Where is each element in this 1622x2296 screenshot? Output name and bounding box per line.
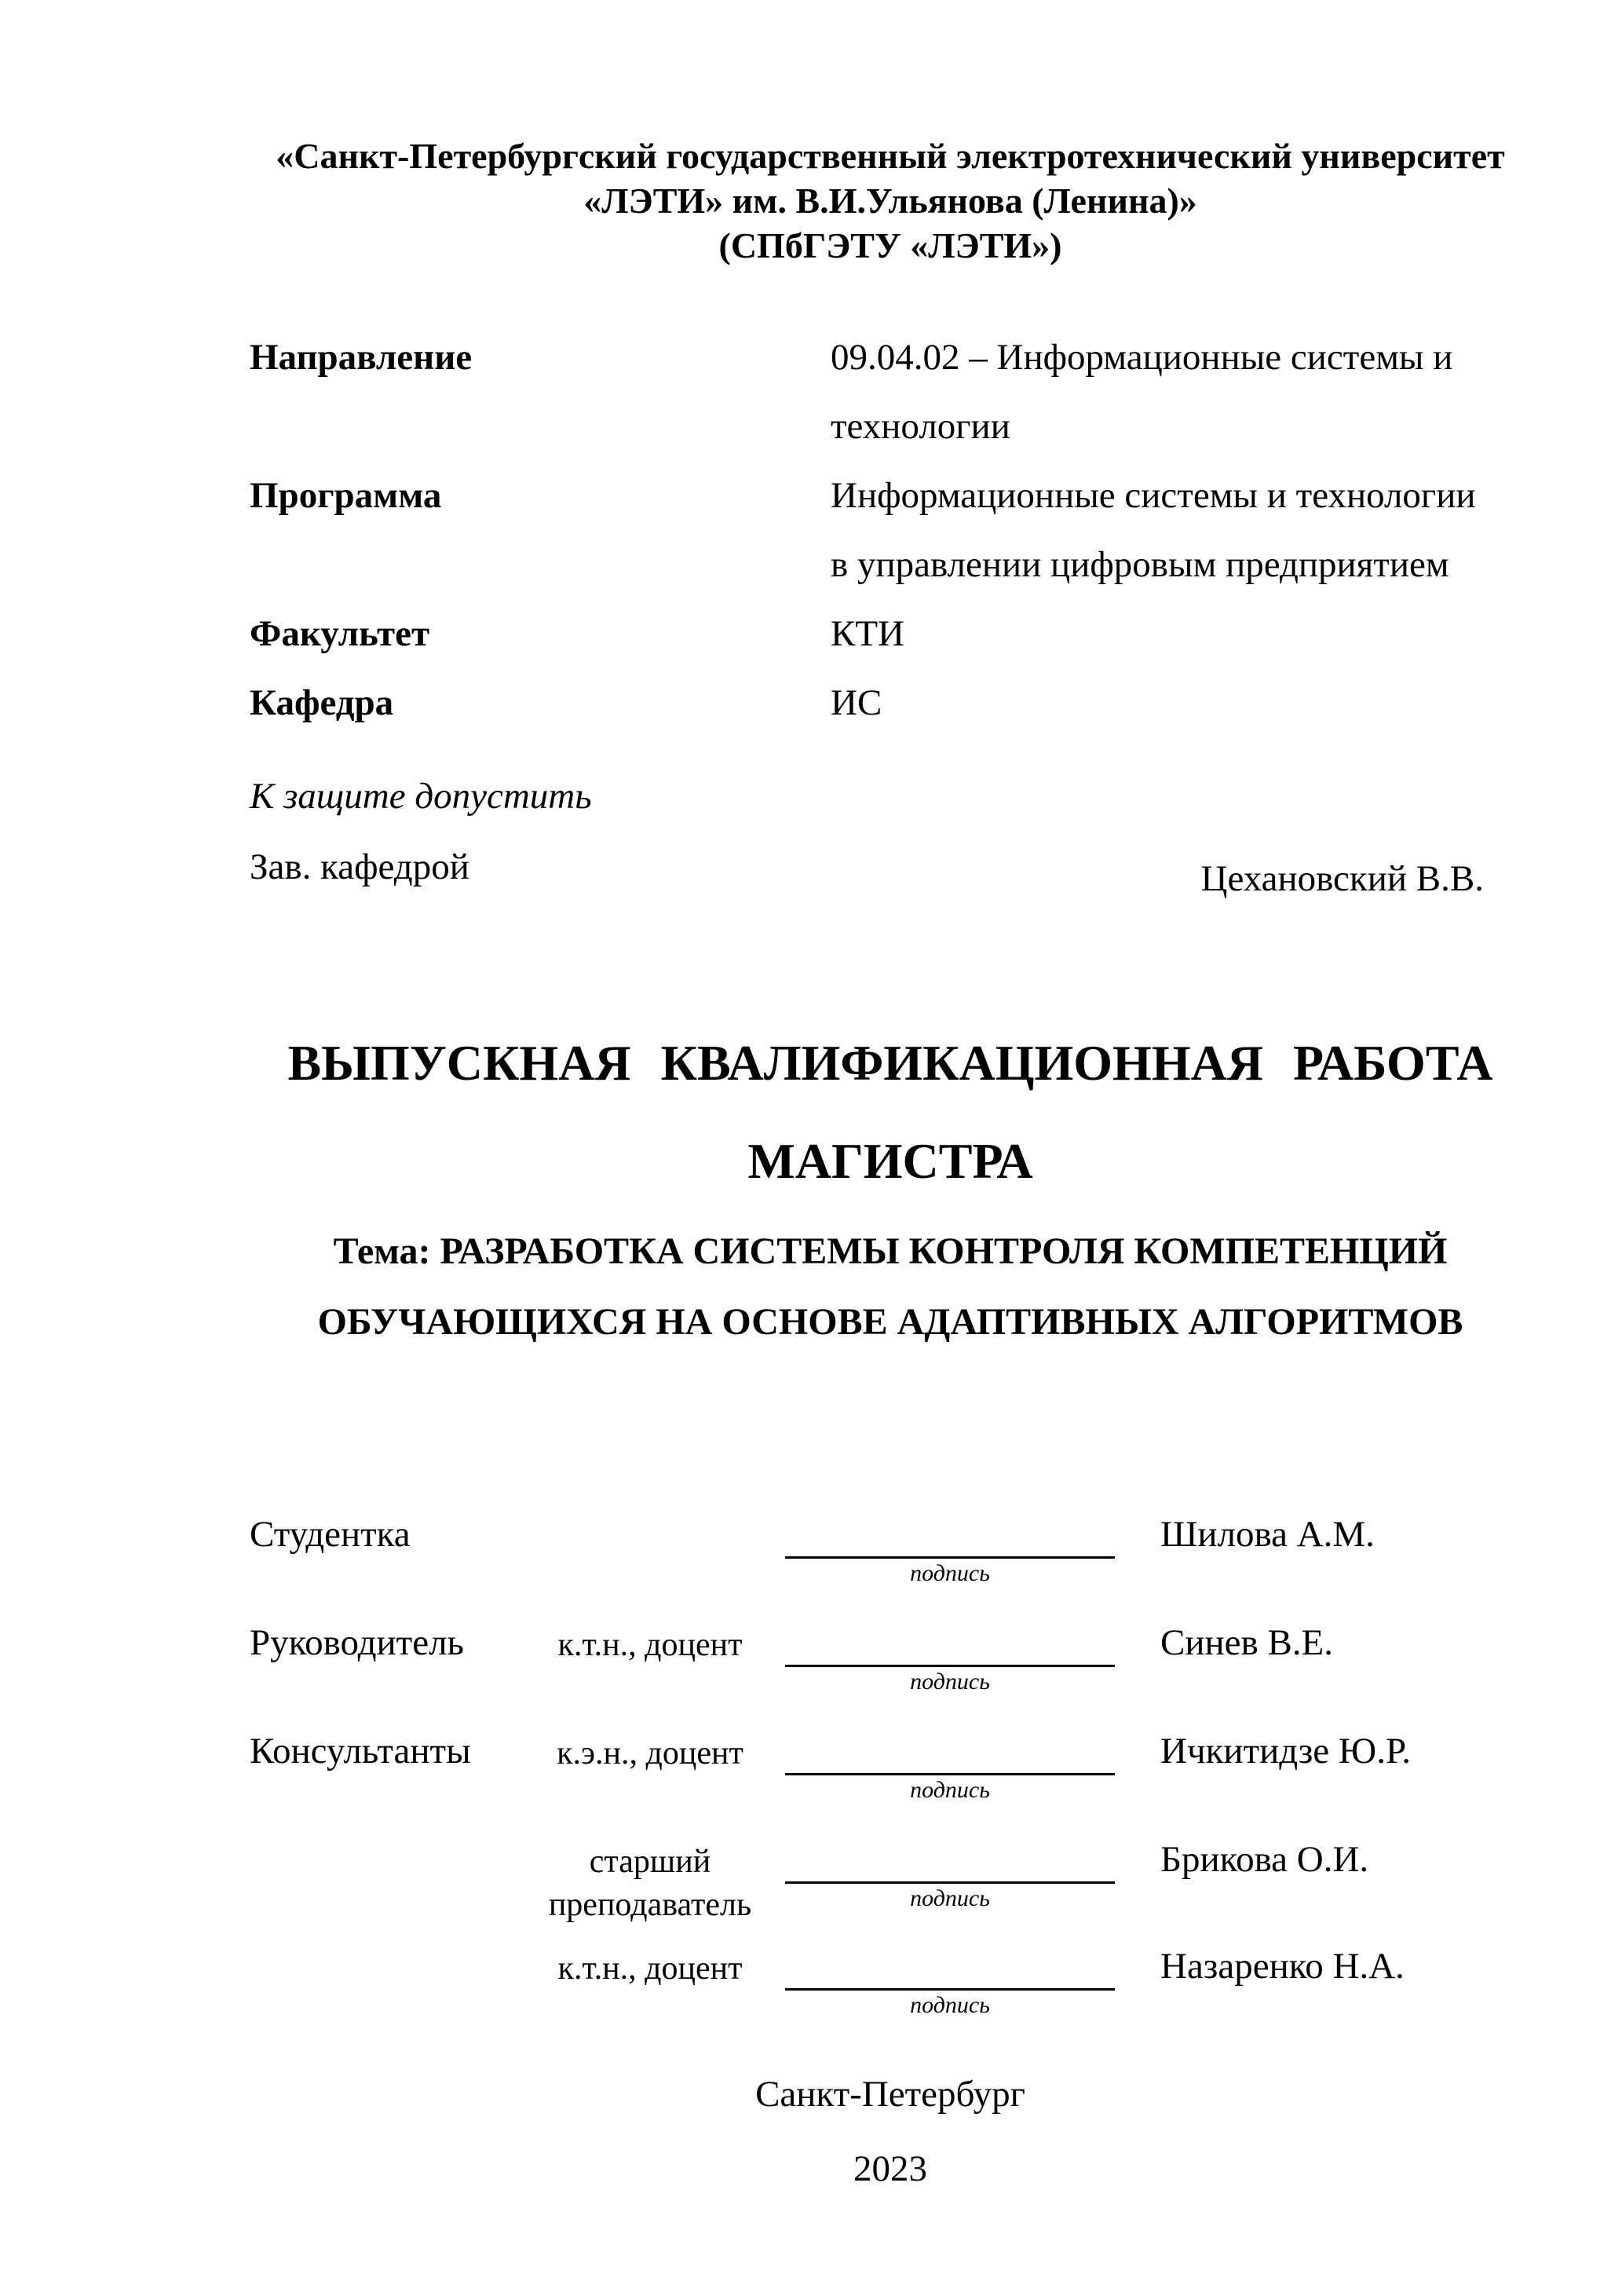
university-name-line-1: «Санкт-Петербургский государственный электротехнический университет bbox=[276, 136, 1505, 176]
signature-caption: подпись bbox=[910, 1669, 990, 1695]
thesis-title-line-1: ВЫПУСКНАЯ КВАЛИФИКАЦИОННАЯ РАБОТА bbox=[287, 1035, 1493, 1091]
program-info-section bbox=[250, 323, 1531, 737]
faculty-row bbox=[250, 599, 1531, 668]
signature-role-label: Студентка bbox=[250, 1514, 411, 1555]
department-value: ИС bbox=[831, 682, 882, 723]
direction-value bbox=[831, 323, 1531, 461]
thesis-theme bbox=[250, 1216, 1531, 1358]
signature-qualification bbox=[532, 1511, 768, 1515]
signature-qualification: к.т.н., доцент bbox=[557, 1951, 743, 1987]
faculty-label: Факультет bbox=[250, 613, 430, 654]
signature-role-label: Консультанты bbox=[250, 1731, 471, 1771]
signature-qualification: к.э.н., доцент bbox=[557, 1735, 743, 1771]
signature-caption: подпись bbox=[910, 1777, 990, 1803]
university-name-line-3: (СПбГЭТУ «ЛЭТИ») bbox=[718, 225, 1062, 265]
city-label: Санкт-Петербург bbox=[755, 2074, 1025, 2115]
signature-row bbox=[250, 1619, 1531, 1697]
thesis-theme-line-2: ОБУЧАЮЩИХСЯ НА ОСНОВЕ АДАПТИВНЫХ АЛГОРИТМОВ bbox=[317, 1301, 1463, 1343]
signature-line bbox=[785, 1943, 1115, 1991]
signature-field bbox=[785, 1943, 1134, 2020]
signature-caption: подпись bbox=[910, 1885, 990, 1911]
thesis-theme-line-1: Тема: РАЗРАБОТКА СИСТЕМЫ КОНТРОЛЯ КОМПЕТЕНЦИЙ bbox=[333, 1230, 1448, 1272]
program-value-line-2: в управлении цифровым предприятием bbox=[831, 544, 1449, 585]
program-row bbox=[250, 461, 1531, 599]
department-head-label: Зав. кафедрой bbox=[250, 846, 469, 887]
signature-row bbox=[250, 1836, 1531, 1927]
signature-field bbox=[785, 1619, 1134, 1697]
signature-caption: подпись bbox=[910, 1992, 990, 2018]
signatory-name: Ичкитидзе Ю.Р. bbox=[1160, 1731, 1411, 1771]
signature-qualification: старший преподаватель bbox=[548, 1844, 752, 1923]
department-label: Кафедра bbox=[250, 682, 394, 723]
department-head-name: Цехановский В.В. bbox=[1200, 858, 1484, 899]
department-head-row bbox=[250, 843, 1531, 902]
signature-row bbox=[250, 1727, 1531, 1805]
program-value bbox=[831, 461, 1531, 599]
signatory-name: Назаренко Н.А. bbox=[1160, 1946, 1405, 1987]
department-row bbox=[250, 668, 1531, 737]
signature-caption: подпись bbox=[910, 1560, 990, 1586]
signature-field bbox=[785, 1511, 1134, 1589]
program-value-line-1: Информационные системы и технологии bbox=[831, 475, 1476, 516]
university-name-line-2: «ЛЭТИ» им. В.И.Ульянова (Ленина)» bbox=[583, 181, 1197, 221]
city-year-footer bbox=[250, 2057, 1531, 2206]
direction-value-line-1: 09.04.02 – Информационные системы и bbox=[831, 337, 1453, 378]
thesis-title bbox=[250, 1032, 1531, 1193]
page-content bbox=[250, 0, 1531, 2051]
signature-line bbox=[785, 1836, 1115, 1884]
signature-field bbox=[785, 1727, 1134, 1805]
signatory-name: Брикова О.И. bbox=[1160, 1839, 1369, 1880]
faculty-value: КТИ bbox=[831, 613, 904, 654]
university-header bbox=[250, 133, 1531, 268]
signature-field bbox=[785, 1836, 1134, 1914]
direction-label: Направление bbox=[250, 337, 473, 378]
approval-section bbox=[250, 773, 1531, 902]
program-label: Программа bbox=[250, 475, 442, 516]
signature-row bbox=[250, 1511, 1531, 1589]
direction-value-line-2: технологии bbox=[831, 406, 1010, 447]
direction-row bbox=[250, 323, 1531, 461]
signatures-section bbox=[250, 1511, 1531, 2020]
signature-qualification: к.т.н., доцент bbox=[557, 1627, 743, 1663]
signature-line bbox=[785, 1619, 1115, 1667]
signatory-name: Шилова А.М. bbox=[1160, 1514, 1375, 1555]
signature-row bbox=[250, 1943, 1531, 2020]
thesis-title-line-2: МАГИСТРА bbox=[747, 1133, 1033, 1189]
signatory-name: Синев В.Е. bbox=[1160, 1622, 1334, 1663]
signature-line bbox=[785, 1727, 1115, 1775]
signature-role-label: Руководитель bbox=[250, 1622, 464, 1663]
admit-to-defense-line: К защите допустить bbox=[250, 776, 592, 817]
signature-line bbox=[785, 1511, 1115, 1559]
year-label: 2023 bbox=[853, 2148, 927, 2189]
